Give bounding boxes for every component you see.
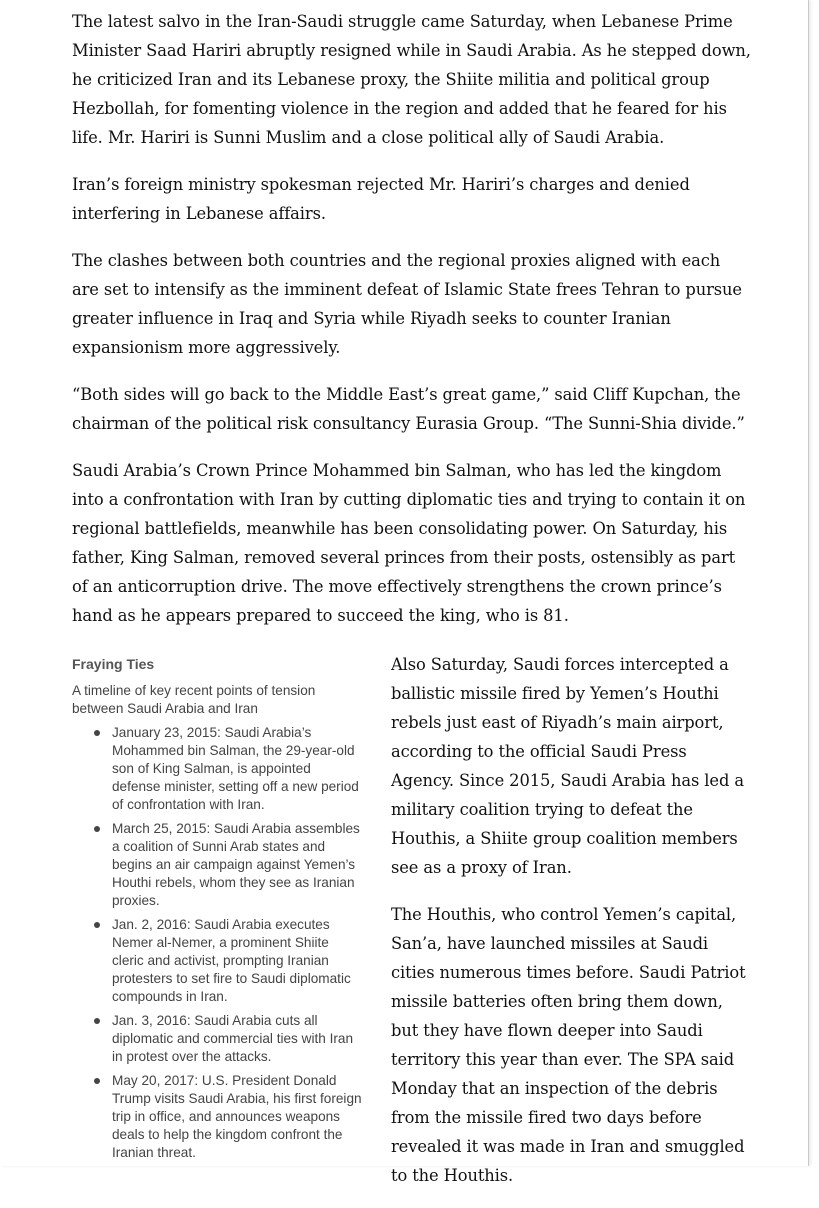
- timeline-item: [112, 916, 362, 1006]
- article-paragraph: The clashes between both countries and the regional proxies aligned with each are set to intensify as the imminent defeat of Islamic State frees Tehran to pursue greater influence in Iraq and Syria while Riyadh seeks to counter Iranian expansionism more aggressively.: [72, 251, 742, 357]
- timeline-item-text: Jan. 3, 2016: Saudi Arabia cuts all diplomatic and commercial ties with Iran in protest over the attacks.: [112, 1013, 354, 1064]
- article-right-column: [391, 650, 753, 1208]
- timeline-item-text: May 20, 2017: U.S. President Donald Trump visits Saudi Arabia, his first foreign trip in office, and announces weapons deals to help the kingdom confront the Iranian threat.: [112, 1073, 362, 1160]
- article-paragraph: “Both sides will go back to the Middle East’s great game,” said Cliff Kupchan, the chairman of the political risk consultancy Eurasia Group. “The Sunni-Shia divide.”: [72, 385, 745, 433]
- sidebar-description: A timeline of key recent points of tension between Saudi Arabia and Iran: [72, 683, 316, 716]
- bullet-icon: [94, 922, 100, 928]
- bullet-icon: [94, 1018, 100, 1024]
- bullet-icon: [94, 730, 100, 736]
- bullet-icon: [94, 1078, 100, 1084]
- bullet-icon: [94, 826, 100, 832]
- timeline-sidebar: [72, 655, 362, 1168]
- article-paragraph: The latest salvo in the Iran-Saudi struggle came Saturday, when Lebanese Prime Minister Saad Hariri abruptly resigned while in Saudi Arabia. As he stepped down, he criticized Iran and its Lebanese proxy, the Shiite militia and political group Hezbollah, for fomenting violence in the region and added that he feared for his life. Mr. Hariri is Sunni Muslim and a close political ally of Saudi Arabia.: [72, 12, 751, 147]
- timeline-item: [112, 1012, 362, 1066]
- timeline-item: [112, 820, 362, 910]
- timeline-item-text: March 25, 2015: Saudi Arabia assembles a coalition of Sunni Arab states and begins an air campaign against Yemen’s Houthi rebels, whom they see as Iranian proxies.: [112, 821, 360, 908]
- article-body: [72, 7, 752, 648]
- article-paragraph: Saudi Arabia’s Crown Prince Mohammed bin Salman, who has led the kingdom into a confrontation with Iran by cutting diplomatic ties and trying to contain it on regional battlefields, meanwhile has been consolidating power. On Saturday, his father, King Salman, removed several princes from their posts, ostensibly as part of an anticorruption drive. The move effectively strengthens the crown prince’s hand as he appears prepared to succeed the king, who is 81.: [72, 461, 746, 625]
- timeline-list: [72, 724, 362, 1162]
- sidebar-title: Fraying Ties: [72, 656, 155, 672]
- timeline-item: [112, 1072, 362, 1162]
- timeline-item-text: Jan. 2, 2016: Saudi Arabia executes Nemer al-Nemer, a prominent Shiite cleric and activist, prompting Iranian protesters to set fire to Saudi diplomatic compounds in Iran.: [112, 917, 351, 1004]
- timeline-item: [112, 724, 362, 814]
- timeline-item-text: January 23, 2015: Saudi Arabia’s Mohammed bin Salman, the 29-year-old son of King Salman, is appointed defense minister, setting off a new period of confrontation with Iran.: [112, 725, 359, 812]
- article-paragraph: Iran’s foreign ministry spokesman rejected Mr. Hariri’s charges and denied interfering in Lebanese affairs.: [72, 175, 690, 223]
- article-paragraph: Also Saturday, Saudi forces intercepted a ballistic missile fired by Yemen’s Houthi rebels just east of Riyadh’s main airport, according to the official Saudi Press Agency. Since 2015, Saudi Arabia has led a military coalition trying to defeat the Houthis, a Shiite group coalition members see as a proxy of Iran.: [391, 655, 744, 877]
- article-paragraph: The Houthis, who control Yemen’s capital, San’a, have launched missiles at Saudi cities numerous times before. Saudi Patriot missile batteries often bring them down, but they have flown deeper into Saudi territory this year than ever. The SPA said Monday that an inspection of the debris from the missile fired two days before revealed it was made in Iran and smuggled to the Houthis.: [391, 905, 746, 1185]
